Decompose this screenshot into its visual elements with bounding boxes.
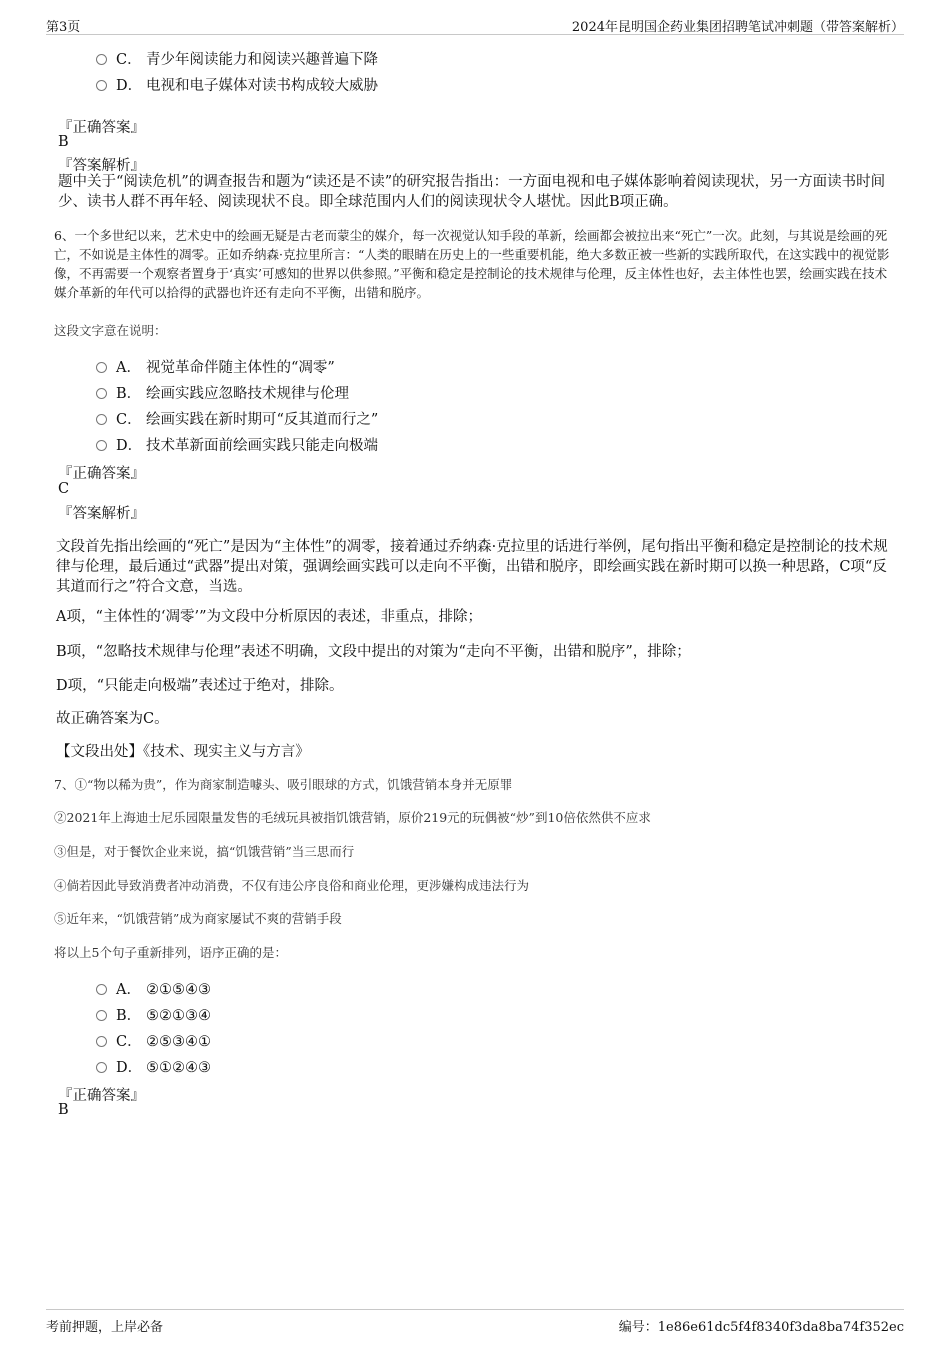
radio-icon[interactable] bbox=[96, 1036, 107, 1047]
q6-answer-label: 『正确答案』 bbox=[58, 466, 145, 482]
q5-answer-label: 『正确答案』 bbox=[58, 120, 145, 136]
q6-option-c[interactable]: C． 绘画实践在新时期可“反其道而行之” bbox=[96, 408, 378, 429]
q5-analysis-label: 『答案解析』 bbox=[58, 158, 145, 174]
q7-option-a[interactable]: A． ②①⑤④③ bbox=[96, 978, 211, 999]
q7-option-d[interactable]: D． ⑤①②④③ bbox=[96, 1056, 211, 1077]
q6-conclusion: 故正确答案为C。 bbox=[56, 711, 169, 727]
q6-prompt: 这段文字意在说明： bbox=[54, 323, 167, 338]
q7-sentence-3: ③但是，对于餐饮企业来说，搞“饥饿营销”当三思而行 bbox=[54, 844, 355, 859]
q7-option-c[interactable]: C． ②⑤③④① bbox=[96, 1030, 211, 1051]
q6-option-d[interactable]: D． 技术革新面前绘画实践只能走向极端 bbox=[96, 434, 378, 455]
page-footer bbox=[46, 1309, 904, 1335]
q7-sentence-5: ⑤近年来，“饥饿营销”成为商家屡试不爽的营销手段 bbox=[54, 911, 342, 926]
q6-analysis: 文段首先指出绘画的“死亡”是因为“主体性”的凋零，接着通过乔纳森·克拉里的话进行举例，尾句指出平衡和稳定是控制论的技术规律与伦理，最后通过“武器”提出对策，强调绘画实践可以走向不平衡，出错和脱序，即绘画实践在新时期可以换一种思路，C项“反其道而行之”符合文意，当选。 bbox=[56, 539, 888, 595]
radio-icon[interactable] bbox=[96, 1062, 107, 1073]
q6-point-b: B项，“忽略技术规律与伦理”表述不明确，文段中提出的对策为“走向不平衡，出错和脱序”，排除； bbox=[56, 644, 691, 660]
radio-icon[interactable] bbox=[96, 80, 107, 91]
q7-answer: B bbox=[58, 1102, 69, 1118]
q6-point-d: D项，“只能走向极端”表述过于绝对，排除。 bbox=[56, 678, 344, 694]
q6-analysis-label: 『答案解析』 bbox=[58, 506, 145, 522]
q6-option-b[interactable]: B． 绘画实践应忽略技术规律与伦理 bbox=[96, 382, 349, 403]
q7-option-b[interactable]: B． ⑤②①③④ bbox=[96, 1004, 211, 1025]
q5-option-c[interactable]: C． 青少年阅读能力和阅读兴趣普遍下降 bbox=[96, 48, 378, 69]
footer-slogan: 考前押题，上岸必备 bbox=[46, 1320, 164, 1335]
q7-sentence-1: 7、①“物以稀为贵”，作为商家制造噱头、吸引眼球的方式，饥饿营销本身并无原罪 bbox=[54, 777, 513, 792]
radio-icon[interactable] bbox=[96, 388, 107, 399]
document-title: 2024年昆明国企药业集团招聘笔试冲刺题（带答案解析） bbox=[571, 20, 904, 35]
radio-icon[interactable] bbox=[96, 414, 107, 425]
q7-sentence-4: ④倘若因此导致消费者冲动消费，不仅有违公序良俗和商业伦理，更涉嫌构成违法行为 bbox=[54, 878, 530, 893]
radio-icon[interactable] bbox=[96, 1010, 107, 1021]
document-id: 编号：1e86e61dc5f4f8340f3da8ba74f352ec bbox=[618, 1320, 904, 1335]
page-number: 第3页 bbox=[46, 20, 81, 35]
radio-icon[interactable] bbox=[96, 984, 107, 995]
q6-source: 【文段出处】《技术、现实主义与方言》 bbox=[56, 744, 310, 760]
q5-analysis: 题中关于“阅读危机”的调查报告和题为“读还是不读”的研究报告指出：一方面电视和电子媒体影响着阅读现状，另一方面读书时间少、读书人群不再年轻、阅读现状不良。即全球范围内人们的阅读现状令人堪忧。因此B项正确。 bbox=[58, 174, 886, 210]
page-header bbox=[46, 14, 904, 35]
q7-sentence-2: ②2021年上海迪士尼乐园限量发售的毛绒玩具被指饥饿营销，原价219元的玩偶被“炒”到10倍依然供不应求 bbox=[54, 810, 651, 825]
radio-icon[interactable] bbox=[96, 440, 107, 451]
q5-option-d[interactable]: D． 电视和电子媒体对读书构成较大威胁 bbox=[96, 74, 378, 95]
q6-answer: C bbox=[58, 481, 70, 497]
q6-point-a: A项，“主体性的‘凋零’”为文段中分析原因的表述，非重点，排除； bbox=[56, 609, 483, 625]
q6-stem: 6、一个多世纪以来，艺术史中的绘画无疑是古老而蒙尘的媒介，每一次视觉认知手段的革新，绘画都会被拉出来“死亡”一次。此刻，与其说是绘画的死亡，不如说是主体性的凋零。正如乔纳森·克拉里所言：“人类的眼睛在历史上的一些重要机能，绝大多数正被一些新的实践所取代，在这实践中的视觉影像，不再需要一个观察者置身于‘真实’可感知的世界以供参照。”平衡和稳定是控制论的技术规律与伦理，反主体性也好，去主体性也罢，绘画实践在技术媒介革新的年代可以拾得的武器也许还有走向不平衡，出错和脱序。 bbox=[54, 228, 890, 300]
q7-prompt: 将以上5个句子重新排列，语序正确的是： bbox=[54, 945, 287, 960]
radio-icon[interactable] bbox=[96, 362, 107, 373]
q5-answer: B bbox=[58, 134, 69, 150]
q6-option-a[interactable]: A． 视觉革命伴随主体性的“凋零” bbox=[96, 356, 335, 377]
radio-icon[interactable] bbox=[96, 54, 107, 65]
q7-answer-label: 『正确答案』 bbox=[58, 1088, 145, 1104]
